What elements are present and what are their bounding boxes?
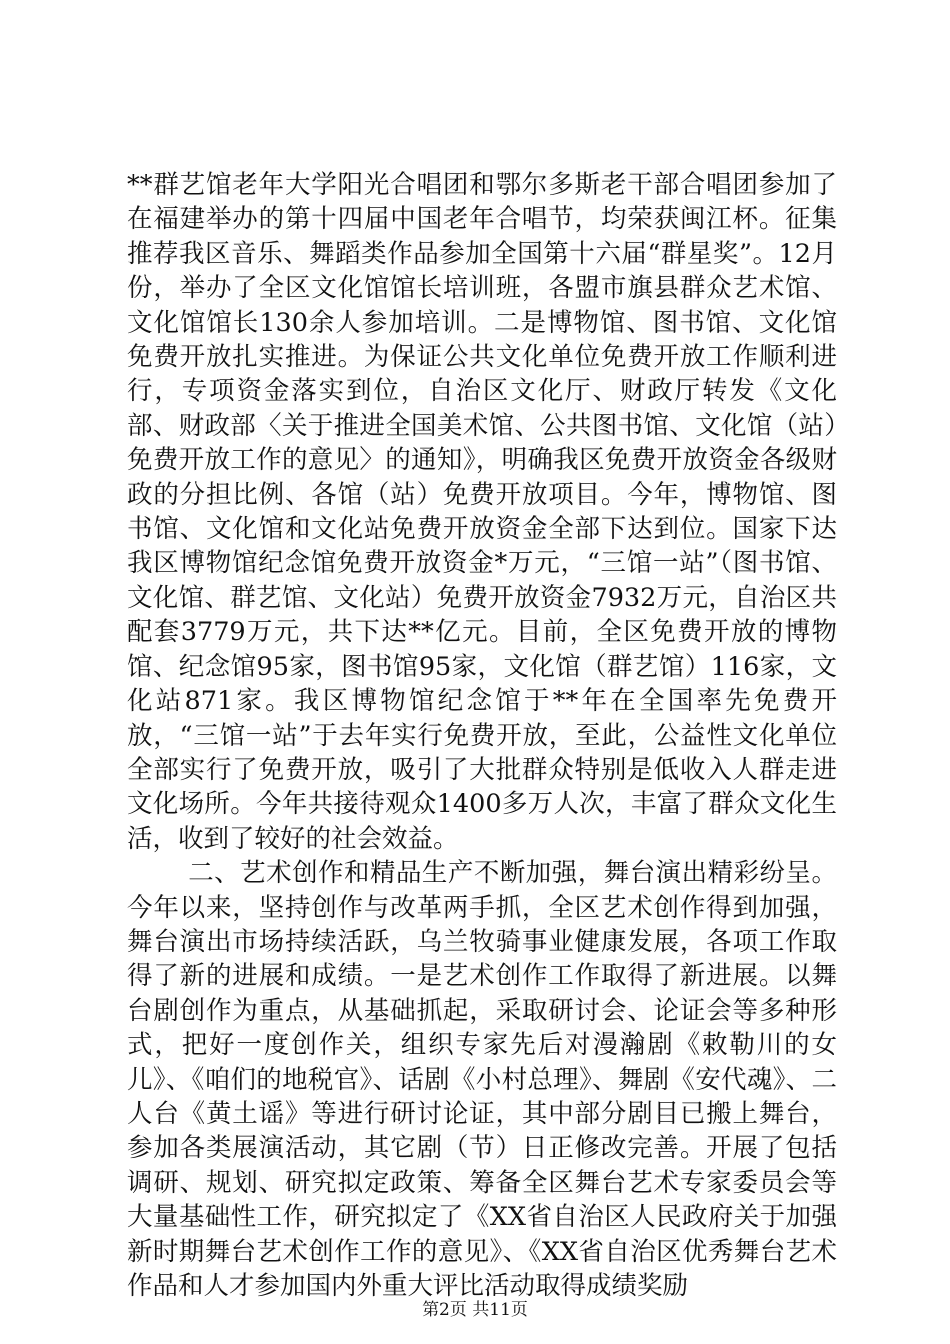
paragraph-continuation: **群艺馆老年大学阳光合唱团和鄂尔多斯老干部合唱团参加了在福建举办的第十四届中国老年合唱节，均荣获闽江杯。征集推荐我区音乐、舞蹈类作品参加全国第十六届“群星奖”。12月份，举办了全区文化馆馆长培训班，各盟市旗县群众艺术馆、文化馆馆长130余人参加培训。二是博物馆、图书馆、文化馆免费开放扎实推进。为保证公共文化单位免费开放工作顺利进行，专项资金落实到位，自治区文化厅、财政厅转发《文化部、财政部〈关于推进全国美术馆、公共图书馆、文化馆（站）免费开放工作的意见〉的通知》，明确我区免费开放资金各级财政的分担比例、各馆（站）免费开放项目。今年，博物馆、图书馆、文化馆和文化站免费开放资金全部下达到位。国家下达我区博物馆纪念馆免费开放资金*万元，“三馆一站”（图书馆、文化馆、群艺馆、文化站）免费开放资金7932万元，自治区共配套3779万元，共下达**亿元。目前，全区免费开放的博物馆、纪念馆95家，图书馆95家，文化馆（群艺馆）116家，文化站871家。我区博物馆纪念馆于**年在全国率先免费开放，“三馆一站”于去年实行免费开放，至此，公益性文化单位全部实行了免费开放，吸引了大批群众特别是低收入人群走进文化场所。今年共接待观众1400多万人次，丰富了群众文化生活，收到了较好的社会效益。	[127, 170, 837, 854]
document-body	[127, 168, 837, 1303]
page-footer: 第2页 共11页	[422, 1300, 528, 1320]
paragraph-section-two: 二、艺术创作和精品生产不断加强，舞台演出精彩纷呈。今年以来，坚持创作与改革两手抓，全区艺术创作得到加强，舞台演出市场持续活跃，乌兰牧骑事业健康发展，各项工作取得了新的进展和成绩。一是艺术创作工作取得了新进展。以舞台剧创作为重点，从基础抓起，采取研讨会、论证会等多种形式，把好一度创作关，组织专家先后对漫瀚剧《敕勒川的女儿》、《咱们的地税官》、话剧《小村总理》、舞剧《安代魂》、二人台《黄土谣》等进行研讨论证，其中部分剧目已搬上舞台，参加各类展演活动，其它剧（节）日正修改完善。开展了包括调研、规划、研究拟定政策、筹备全区舞台艺术专家委员会等大量基础性工作，研究拟定了《XX省自治区人民政府关于加强新时期舞台艺术创作工作的意见》、《XX省自治区优秀舞台艺术作品和人才参加国内外重大评比活动取得成绩奖励	[127, 858, 837, 1301]
